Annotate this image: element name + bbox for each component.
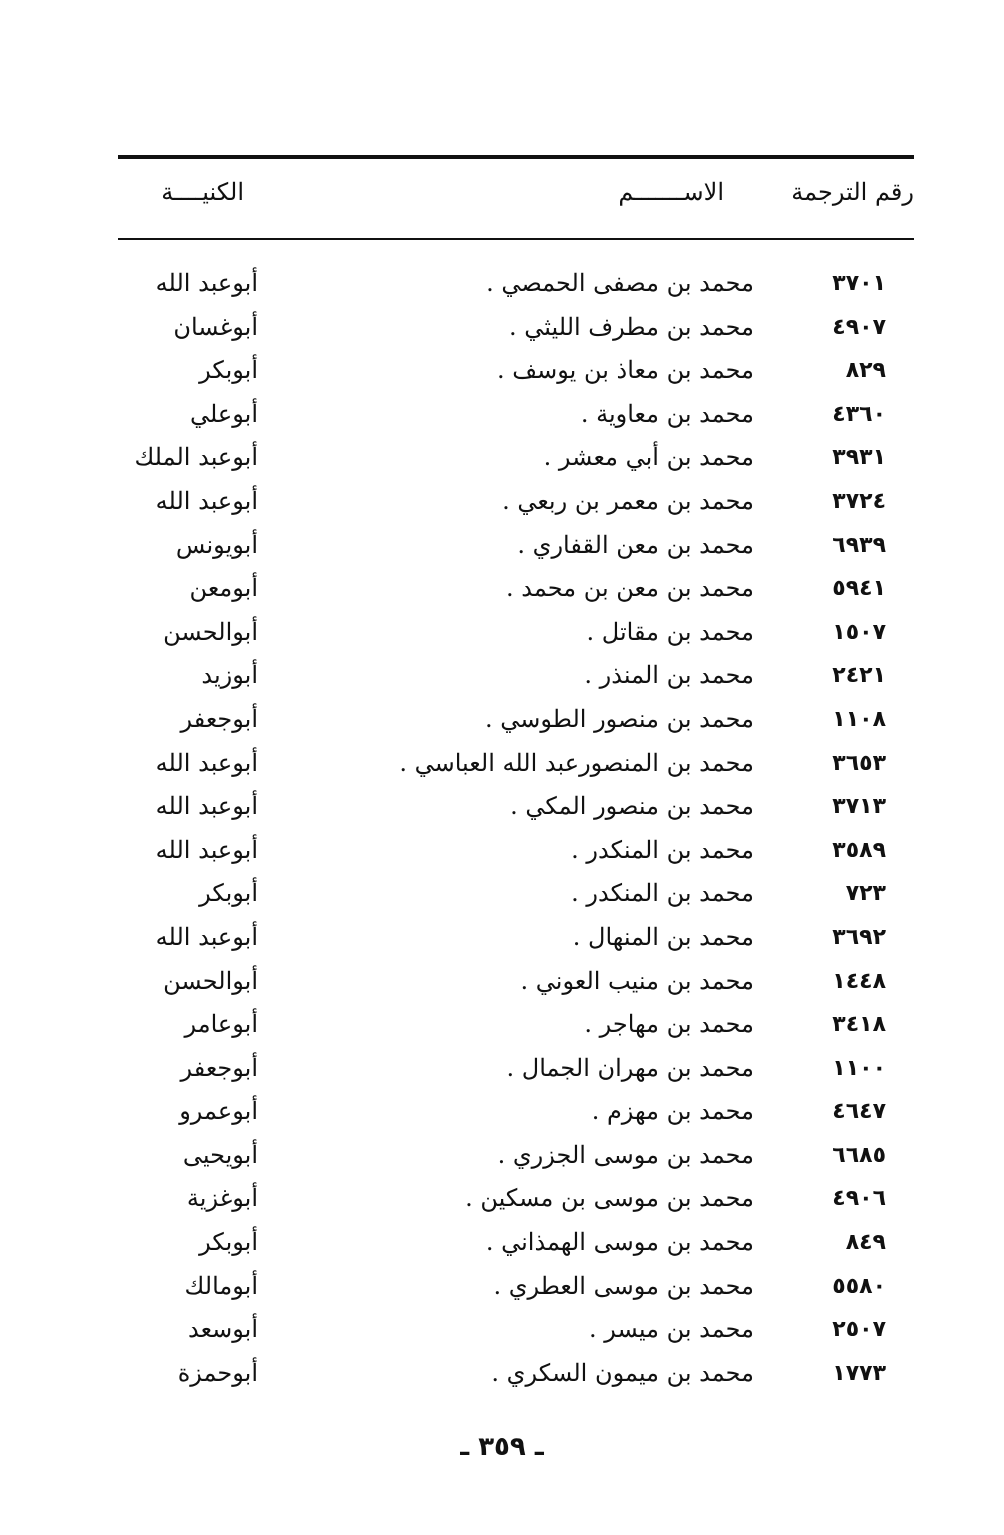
person-kunya: أبويونس [175, 530, 258, 559]
person-name: محمد بن معاوية . [580, 399, 754, 428]
person-name: محمد بن موسى العطري . [493, 1271, 754, 1300]
person-name: محمد بن المنكدر . [571, 835, 754, 864]
person-name: محمد بن مصفى الحمصي . [486, 269, 754, 297]
table-row [118, 960, 914, 1004]
table-row [118, 1352, 914, 1396]
table-row [118, 1134, 914, 1178]
table-row [118, 1221, 914, 1265]
person-kunya: أبومعن [189, 574, 258, 603]
table-top-rule [118, 155, 914, 159]
header-kunya: الكنيــــة [161, 178, 244, 206]
table-row [118, 916, 914, 960]
table-row [118, 872, 914, 916]
person-kunya: أبوغسان [173, 312, 258, 341]
translation-number: ٤٦٤٧ [832, 1099, 886, 1125]
person-kunya: أبوبكر [199, 356, 258, 385]
table-row [118, 1308, 914, 1352]
person-name: محمد بن المنصورعبد الله العباسي . [399, 748, 754, 777]
table-row [118, 349, 914, 393]
person-name: محمد بن موسى الجزري . [497, 1140, 754, 1169]
person-name: محمد بن معاذ بن يوسف . [497, 356, 754, 385]
person-kunya: أبوعبد الله [155, 922, 258, 951]
table-row [118, 1090, 914, 1134]
translation-number: ١٥٠٧ [832, 619, 886, 645]
table-row [118, 567, 914, 611]
table-row [118, 654, 914, 698]
page-number: ـ ٣٥٩ ـ [460, 1432, 544, 1462]
table-row [118, 480, 914, 524]
person-kunya: أبوعبد الملك [134, 443, 258, 472]
person-kunya: أبوعبد الله [155, 748, 258, 777]
translation-number: ٣٩٣١ [832, 445, 886, 471]
translation-number: ١٧٧٣ [832, 1360, 886, 1386]
header-translation-number: رقم الترجمة [791, 178, 914, 206]
translation-number: ١١٠٨ [832, 706, 886, 732]
translation-number: ٣٦٩٢ [832, 924, 886, 950]
table-header-rule [118, 238, 914, 240]
table-body [118, 262, 914, 1395]
translation-number: ٦٩٣٩ [832, 532, 886, 558]
translation-number: ٤٣٦٠ [832, 401, 886, 427]
person-name: محمد بن معمر بن ربعي . [502, 486, 754, 515]
table-row [118, 393, 914, 437]
person-name: محمد بن مهاجر . [584, 1010, 754, 1039]
translation-number: ٣٦٥٣ [832, 750, 886, 776]
person-kunya: أبوسعد [187, 1315, 258, 1344]
person-kunya: أبوحمزة [177, 1358, 258, 1387]
table-row [118, 524, 914, 568]
person-kunya: أبوالحسن [163, 966, 258, 995]
person-kunya: أبوالحسن [163, 617, 258, 646]
translation-number: ٣٧٢٤ [832, 488, 886, 514]
person-kunya: أبومالك [184, 1271, 258, 1300]
person-kunya: أبويحيى [182, 1140, 258, 1169]
table-row [118, 1003, 914, 1047]
person-name: محمد بن ميسر . [588, 1315, 754, 1344]
table-row [118, 698, 914, 742]
person-name: محمد بن موسى بن مسكين . [465, 1184, 754, 1213]
person-kunya: أبوغزية [186, 1184, 258, 1213]
person-name: محمد بن منصور الطوسي . [485, 704, 754, 733]
person-name: محمد بن مطرف الليثي . [509, 312, 754, 341]
translation-number: ٥٩٤١ [832, 576, 886, 602]
person-kunya: أبوعامر [184, 1010, 258, 1039]
translation-number: ٣٧٠١ [832, 271, 886, 296]
person-name: محمد بن منيب العوني . [520, 966, 754, 995]
person-name: محمد بن منصور المكي . [510, 792, 754, 821]
person-name: محمد بن موسى الهمذاني . [485, 1228, 754, 1257]
table-row [118, 1265, 914, 1309]
person-name: محمد بن المنذر . [584, 661, 754, 690]
person-kunya: أبوعلي [189, 399, 258, 428]
translation-number: ٥٥٨٠ [832, 1273, 886, 1299]
person-name: محمد بن مهزم . [591, 1097, 754, 1126]
person-name: محمد بن معن القفاري . [517, 530, 754, 559]
translation-number: ٨٤٩ [845, 1230, 886, 1256]
header-name: الاســـــــم [618, 178, 724, 206]
person-kunya: أبوعبد الله [155, 269, 258, 297]
translation-number: ٢٥٠٧ [832, 1317, 886, 1343]
table-row [118, 262, 914, 306]
translation-number: ٦٦٨٥ [832, 1142, 886, 1168]
translation-number: ٤٩٠٦ [832, 1186, 886, 1212]
table-row [118, 742, 914, 786]
person-kunya: أبوعبد الله [155, 792, 258, 821]
person-kunya: أبوجعفر [180, 1053, 258, 1082]
table-row [118, 436, 914, 480]
person-kunya: أبوعمرو [179, 1097, 258, 1126]
person-name: محمد بن أبي معشر . [543, 443, 754, 472]
translation-number: ١١٠٠ [832, 1055, 886, 1081]
translation-number: ٣٥٨٩ [832, 837, 886, 863]
table-row [118, 829, 914, 873]
table-row [118, 611, 914, 655]
person-name: محمد بن مقاتل . [586, 617, 754, 646]
translation-number: ٣٤١٨ [832, 1012, 886, 1038]
table-row [118, 1177, 914, 1221]
translation-number: ٢٤٢١ [832, 663, 886, 689]
person-name: محمد بن المنكدر . [571, 879, 754, 908]
translation-number: ٣٧١٣ [832, 794, 886, 820]
translation-number: ٧٢٣ [845, 881, 886, 907]
table-row [118, 1047, 914, 1091]
person-kunya: أبوعبد الله [155, 486, 258, 515]
person-name: محمد بن المنهال . [572, 922, 754, 951]
person-kunya: أبوبكر [199, 879, 258, 908]
table-row [118, 785, 914, 829]
table-header [118, 172, 914, 222]
person-kunya: أبوجعفر [180, 704, 258, 733]
person-kunya: أبوبكر [199, 1228, 258, 1257]
person-name: محمد بن معن بن محمد . [505, 574, 754, 603]
translation-number: ٨٢٩ [845, 358, 886, 384]
translation-number: ١٤٤٨ [832, 968, 886, 994]
person-name: محمد بن مهران الجمال . [506, 1053, 754, 1082]
table-row [118, 306, 914, 350]
person-kunya: أبوعبد الله [155, 835, 258, 864]
person-name: محمد بن ميمون السكري . [491, 1358, 754, 1387]
person-kunya: أبوزيد [201, 661, 258, 690]
translation-number: ٤٩٠٧ [832, 314, 886, 340]
